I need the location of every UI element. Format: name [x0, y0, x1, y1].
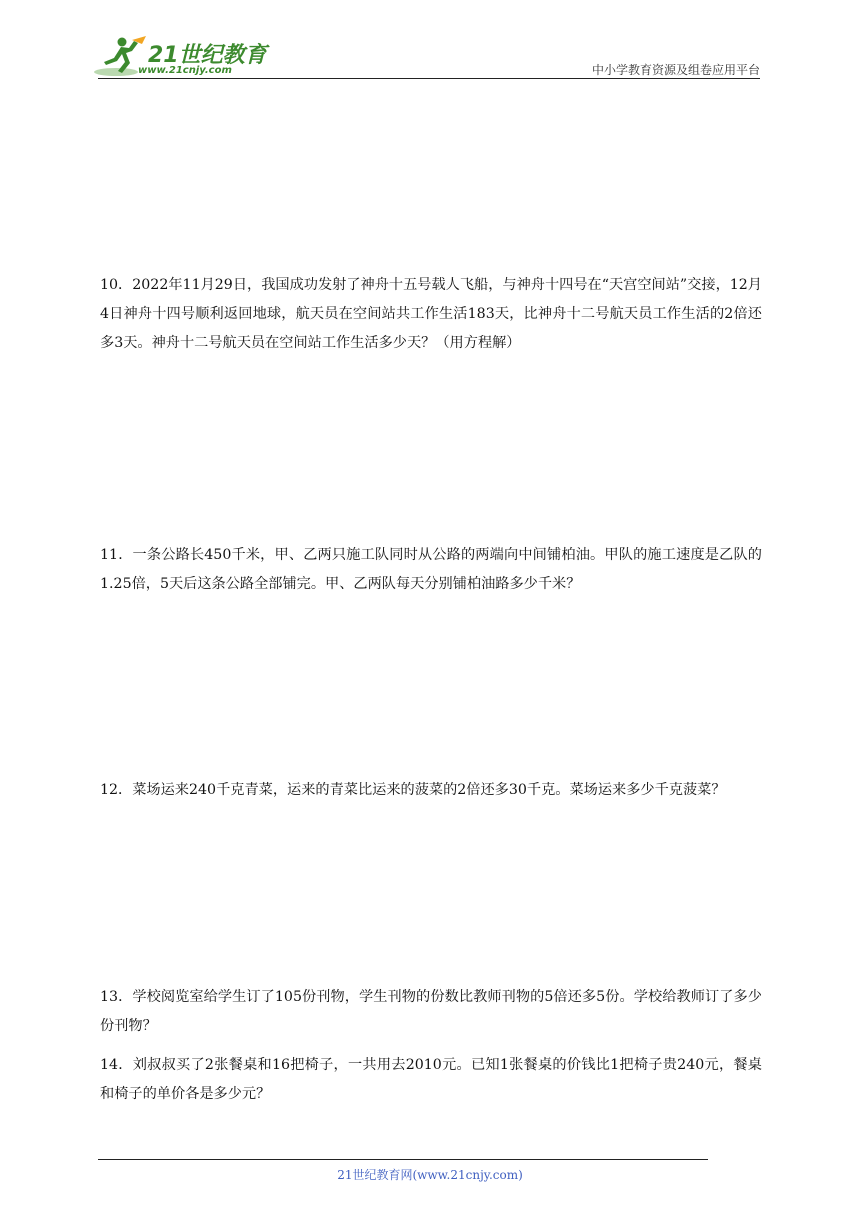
page-header	[0, 0, 860, 90]
logo-text: 21世纪教育	[148, 43, 267, 68]
question-14: 14．刘叔叔买了2张餐桌和16把椅子，一共用去2010元。已知1张餐桌的价钱比1把椅子贵240元，餐桌和椅子的单价各是多少元？	[100, 1057, 762, 1102]
question-11: 11．一条公路长450千米，甲、乙两只施工队同时从公路的两端向中间铺柏油。甲队的施工速度是乙队的1.25倍，5天后这条公路全部铺完。甲、乙两队每天分别铺柏油路多少千米？	[100, 547, 762, 592]
site-logo[interactable]	[92, 36, 267, 80]
header-platform-title: 中小学教育资源及组卷应用平台	[591, 63, 760, 77]
logo-url: www.21cnjy.com	[138, 65, 232, 76]
footer-link[interactable]: 21世纪教育网(www.21cnjy.com)	[337, 1168, 523, 1182]
question-13: 13．学校阅览室给学生订了105份刊物，学生刊物的份数比教师刊物的5倍还多5份。学校给教师订了多少份刊物？	[100, 989, 762, 1034]
header-divider	[98, 78, 760, 79]
footer-divider	[98, 1159, 708, 1160]
question-12: 12．菜场运来240千克青菜，运来的青菜比运来的菠菜的2倍还多30千克。菜场运来多少千克菠菜？	[100, 782, 726, 798]
question-10: 10．2022年11月29日，我国成功发射了神舟十五号载人飞船，与神舟十四号在“天宫空间站”交接，12月4日神舟十四号顺利返回地球，航天员在空间站共工作生活183天，比神舟十二号航天员工作生活的2倍还多3天。神舟十二号航天员在空间站工作生活多少天？（用方程解）	[100, 277, 762, 351]
